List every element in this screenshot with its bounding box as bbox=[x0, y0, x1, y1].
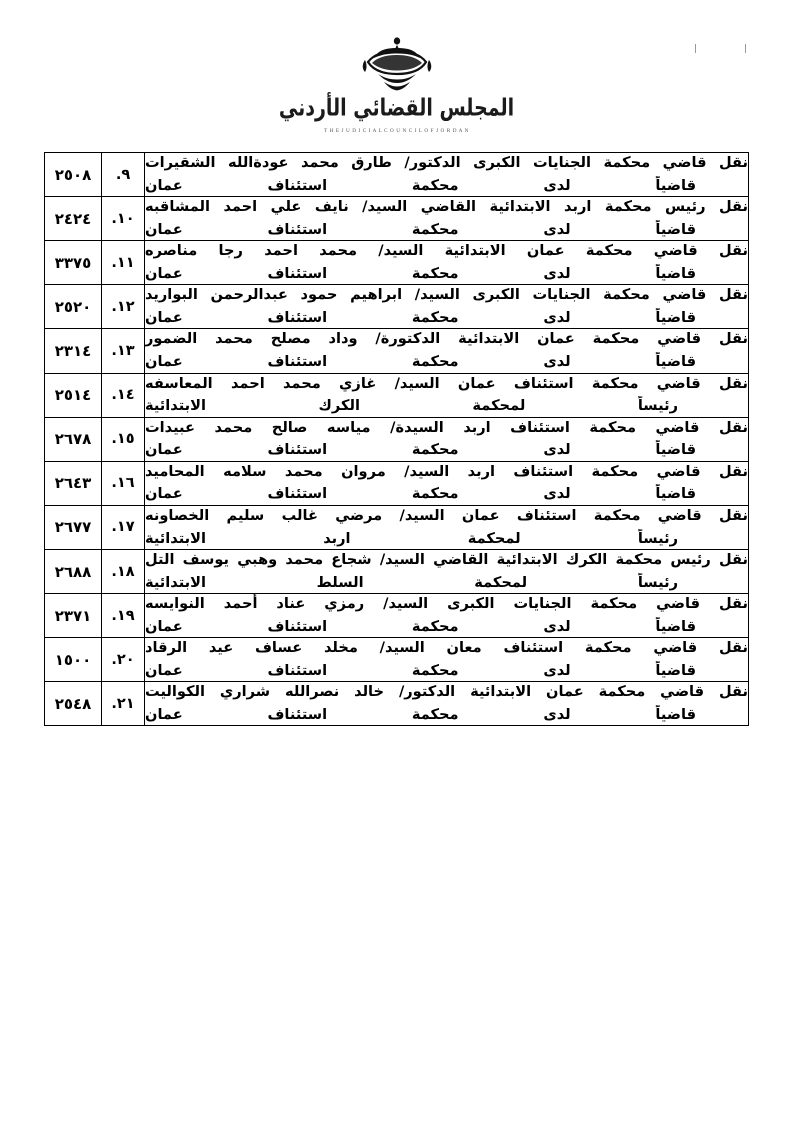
table-row bbox=[45, 549, 749, 593]
row-index: ١٨. bbox=[102, 549, 145, 593]
row-body bbox=[145, 153, 749, 197]
row-line-1: نقل قاضي محكمة عمان الابتدائية الدكتور/ خالد نصرالله شراري الكواليت bbox=[145, 683, 748, 701]
row-index: ١٦. bbox=[102, 461, 145, 505]
row-body bbox=[145, 682, 749, 726]
row-index: ١١. bbox=[102, 241, 145, 285]
row-index: ١٧. bbox=[102, 505, 145, 549]
table-row bbox=[45, 197, 749, 241]
row-line-2: قاضياً لدى محكمة استئناف عمان bbox=[145, 661, 696, 679]
table-row bbox=[45, 461, 749, 505]
row-line-1: نقل قاضي محكمة استئناف معان السيد/ مخلد عساف عيد الرقاد bbox=[145, 639, 748, 657]
table-row bbox=[45, 329, 749, 373]
row-line-1: نقل قاضي محكمة استئناف عمان السيد/ غازي محمد احمد المعاسفه bbox=[145, 374, 748, 392]
row-index: ٢٠. bbox=[102, 638, 145, 682]
row-index: ١٥. bbox=[102, 417, 145, 461]
row-body bbox=[145, 241, 749, 285]
row-body bbox=[145, 329, 749, 373]
row-body bbox=[145, 505, 749, 549]
row-line-1: نقل قاضي محكمة عمان الابتدائية السيد/ محمد احمد رجا مناصره bbox=[145, 242, 748, 260]
table-row bbox=[45, 638, 749, 682]
row-number: ٢٥٠٨ bbox=[45, 153, 102, 197]
row-number: ١٥٠٠ bbox=[45, 638, 102, 682]
row-index: ١٤. bbox=[102, 373, 145, 417]
row-number: ٢٤٢٤ bbox=[45, 197, 102, 241]
row-body bbox=[145, 373, 749, 417]
table-row bbox=[45, 417, 749, 461]
row-body bbox=[145, 594, 749, 638]
row-number: ٢٦٨٨ bbox=[45, 549, 102, 593]
row-line-2: قاضياً لدى محكمة استئناف عمان bbox=[145, 220, 696, 238]
row-line-1: نقل قاضي محكمة الجنايات الكبرى الدكتور/ طارق محمد عودةالله الشقيرات bbox=[145, 154, 748, 171]
row-line-2: قاضياً لدى محكمة استئناف عمان bbox=[145, 264, 696, 282]
row-line-2: قاضياً لدى محكمة استئناف عمان bbox=[145, 706, 696, 723]
table-row bbox=[45, 682, 749, 726]
row-number: ٢٥٤٨ bbox=[45, 682, 102, 726]
row-number: ٢٣١٤ bbox=[45, 329, 102, 373]
jordan-crown-emblem-icon bbox=[337, 34, 457, 92]
row-index: ٩. bbox=[102, 153, 145, 197]
row-body bbox=[145, 285, 749, 329]
council-title: المجلس القضائي الأردني bbox=[278, 94, 515, 122]
row-line-1: نقل قاضي محكمة استئناف اربد السيدة/ مياسه صالح محمد عبيدات bbox=[145, 418, 748, 436]
row-line-1: نقل رئيس محكمة الكرك الابتدائية القاضي السيد/ شجاع محمد وهبي يوسف التل bbox=[145, 550, 748, 568]
row-index: ٢١. bbox=[102, 682, 145, 726]
table-row bbox=[45, 285, 749, 329]
row-line-1: نقل قاضي محكمة الجنايات الكبرى السيد/ ابراهيم حمود عبدالرحمن البوارید bbox=[145, 286, 748, 304]
row-line-2: قاضياً لدى محكمة استئناف عمان bbox=[145, 309, 696, 327]
row-index: ١٩. bbox=[102, 594, 145, 638]
council-subtitle: T H E J U D I C I A L C O U N C I L O F J O R D A N bbox=[324, 127, 469, 134]
row-number: ٢٦٧٨ bbox=[45, 417, 102, 461]
row-line-2: قاضياً لدى محكمة استئناف عمان bbox=[145, 485, 696, 503]
row-line-2: رئيساً لمحكمة السلط الابتدائية bbox=[145, 573, 678, 591]
row-number: ٢٦٧٧ bbox=[45, 505, 102, 549]
document-header bbox=[0, 0, 793, 134]
row-line-2: رئيساً لمحكمة الكرك الابتدائية bbox=[145, 397, 678, 415]
row-line-2: قاضياً لدى محكمة استئناف عمان bbox=[145, 617, 696, 635]
row-body bbox=[145, 461, 749, 505]
row-number: ٢٦٤٣ bbox=[45, 461, 102, 505]
table-row bbox=[45, 594, 749, 638]
decisions-table bbox=[44, 152, 749, 726]
row-line-1: نقل قاضي محكمة الجنايات الكبرى السيد/ رمزي عناد أحمد النوايسه bbox=[145, 595, 748, 613]
table-row bbox=[45, 241, 749, 285]
row-number: ٣٣٧٥ bbox=[45, 241, 102, 285]
table-row bbox=[45, 505, 749, 549]
row-number: ٢٥١٤ bbox=[45, 373, 102, 417]
row-line-2: قاضياً لدى محكمة استئناف عمان bbox=[145, 441, 696, 459]
table-row bbox=[45, 153, 749, 197]
decisions-table-body bbox=[45, 153, 749, 726]
table-row bbox=[45, 373, 749, 417]
decisions-table-wrapper bbox=[44, 152, 749, 726]
row-number: ٢٣٧١ bbox=[45, 594, 102, 638]
row-body bbox=[145, 197, 749, 241]
row-index: ١٣. bbox=[102, 329, 145, 373]
row-line-2: رئيساً لمحكمة اربد الابتدائية bbox=[145, 529, 678, 547]
row-body bbox=[145, 549, 749, 593]
row-index: ١٠. bbox=[102, 197, 145, 241]
row-line-1: نقل قاضي محكمة عمان الابتدائية الدكتورة/ وداد مصلح محمد الضمور bbox=[145, 330, 748, 348]
row-line-2: قاضياً لدى محكمة استئناف عمان bbox=[145, 353, 696, 371]
row-body bbox=[145, 417, 749, 461]
row-number: ٢٥٢٠ bbox=[45, 285, 102, 329]
row-line-1: نقل رئيس محكمة اربد الابتدائية القاضي السيد/ نايف علي احمد المشاقبه bbox=[145, 198, 748, 216]
row-line-2: قاضياً لدى محكمة استئناف عمان bbox=[145, 176, 696, 194]
row-line-1: نقل قاضي محكمة استئناف اربد السيد/ مروان محمد سلامه المحاميد bbox=[145, 462, 748, 480]
row-body bbox=[145, 638, 749, 682]
row-line-1: نقل قاضي محكمة استئناف عمان السيد/ مرضي غالب سليم الخصاونه bbox=[145, 506, 748, 524]
row-index: ١٢. bbox=[102, 285, 145, 329]
